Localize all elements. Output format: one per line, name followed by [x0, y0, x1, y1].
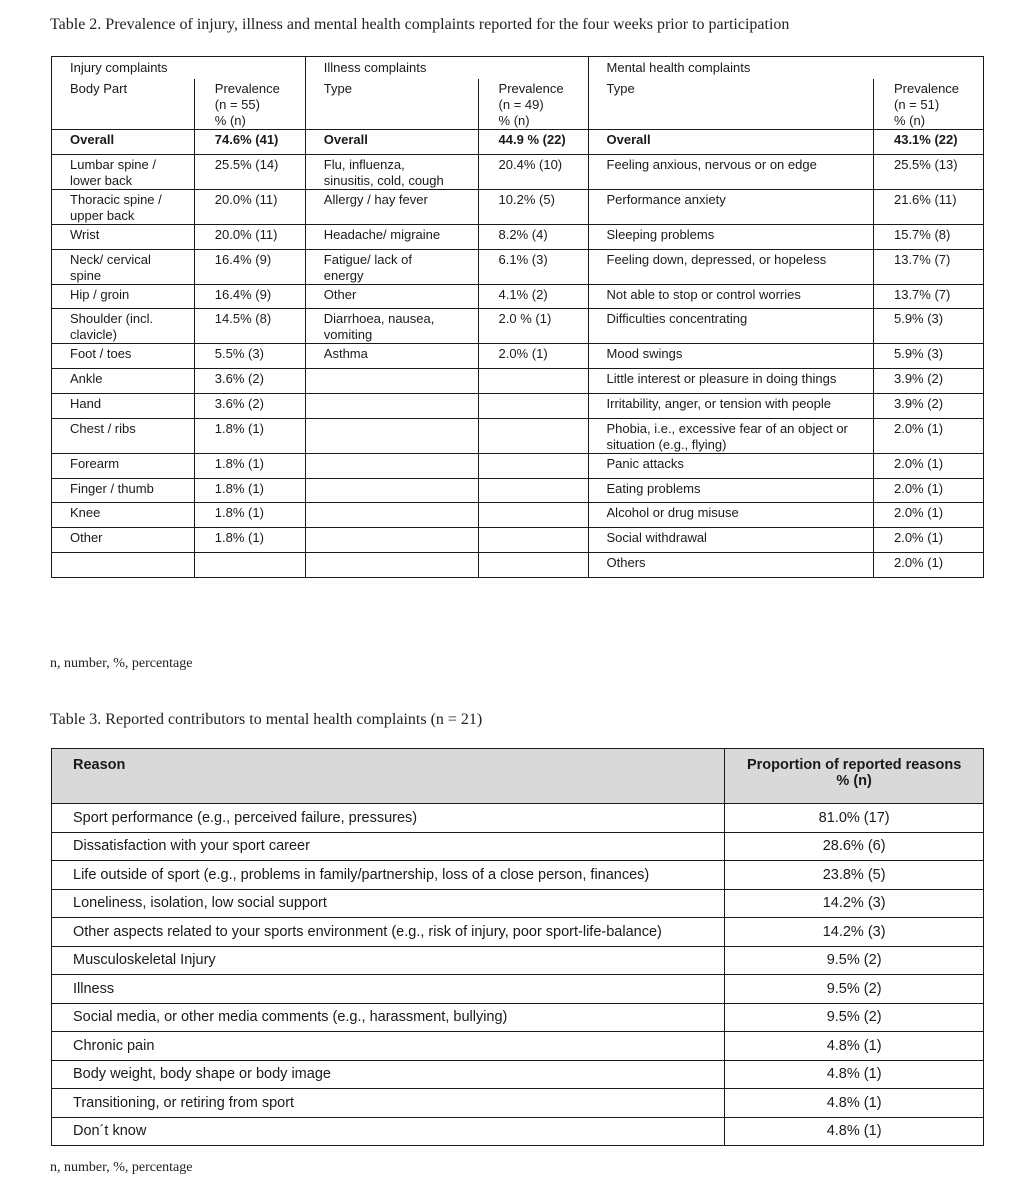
cell-injury-prevalence: 3.6% (2): [194, 369, 305, 394]
cell-illness-type: [305, 344, 478, 369]
cell-mental-prevalence: 2.0% (1): [873, 503, 983, 528]
table-row: [52, 189, 984, 224]
cell-illness-type: [305, 552, 478, 577]
cell-mental-type: [588, 453, 873, 478]
table-row: [52, 503, 984, 528]
cell-mental-prevalence: 2.0% (1): [873, 418, 983, 453]
cell-injury-prevalence: [194, 552, 305, 577]
cell-illness-type: [305, 309, 478, 344]
cell-injury-body-part: [52, 503, 195, 528]
cell-injury-body-part: [52, 130, 195, 155]
cell-line: situation (e.g., flying): [606, 436, 727, 452]
cell-illness-type: [305, 249, 478, 284]
header-body-part: Body Part: [52, 79, 195, 130]
table2-note: n, number, %, percentage: [50, 656, 193, 671]
header-reason: Reason: [52, 749, 725, 804]
cell-line: Wrist: [70, 226, 100, 242]
cell-mental-prevalence: 5.9% (3): [873, 344, 983, 369]
table-row: [52, 478, 984, 503]
cell-mental-prevalence: 13.7% (7): [873, 284, 983, 309]
cell-injury-prevalence: 16.4% (9): [194, 249, 305, 284]
cell-mental-type: [588, 154, 873, 189]
cell-illness-type: [305, 189, 478, 224]
cell-mental-prevalence: 43.1% (22): [873, 130, 983, 155]
cell-injury-body-part: [52, 284, 195, 309]
table-row: [52, 453, 984, 478]
cell-line: Flu, influenza,: [323, 156, 405, 172]
cell-proportion: 4.8% (1): [725, 1117, 984, 1146]
table-row: [52, 130, 984, 155]
cell-mental-type: [588, 552, 873, 577]
cell-proportion: 4.8% (1): [725, 1032, 984, 1061]
cell-injury-prevalence: 20.0% (11): [194, 224, 305, 249]
cell-mental-prevalence: 25.5% (13): [873, 154, 983, 189]
cell-illness-prevalence: [478, 453, 588, 478]
table-row: [52, 552, 984, 577]
cell-proportion: 81.0% (17): [725, 804, 984, 833]
cell-reason: Life outside of sport (e.g., problems in family/partnership, loss of a close person, finances): [52, 861, 725, 890]
cell-mental-type: [588, 528, 873, 553]
table3-caption: Table 3. Reported contributors to mental health complaints (n = 21): [50, 711, 483, 728]
table-row: [52, 309, 984, 344]
cell-line: Mood swings: [606, 346, 683, 362]
cell-line: lower back: [70, 172, 133, 188]
cell-reason: Other aspects related to your sports environment (e.g., risk of injury, poor sport-life-balance): [52, 918, 725, 947]
cell-line: Overall: [70, 132, 115, 147]
cell-line: Foot / toes: [70, 346, 132, 362]
cell-proportion: 4.8% (1): [725, 1060, 984, 1089]
header-mental-prevalence: [873, 79, 983, 130]
header-line: % (n): [214, 113, 246, 128]
header-line: Prevalence: [214, 81, 280, 96]
cell-proportion: 9.5% (2): [725, 975, 984, 1004]
cell-injury-body-part: [52, 393, 195, 418]
cell-proportion: 14.2% (3): [725, 918, 984, 947]
header-line: % (n): [498, 113, 530, 128]
cell-mental-prevalence: 13.7% (7): [873, 249, 983, 284]
cell-mental-type: [588, 189, 873, 224]
cell-illness-prevalence: 44.9 % (22): [478, 130, 588, 155]
table3-contributors: [51, 748, 984, 1146]
cell-line: clavicle): [70, 327, 117, 343]
cell-illness-type: [305, 393, 478, 418]
cell-line: Asthma: [323, 346, 368, 362]
cell-mental-prevalence: 2.0% (1): [873, 552, 983, 577]
cell-injury-body-part: [52, 189, 195, 224]
cell-reason: Transitioning, or retiring from sport: [52, 1089, 725, 1118]
cell-line: Others: [606, 554, 646, 570]
cell-line: Overall: [323, 132, 368, 147]
table-row: [52, 1089, 984, 1118]
table-row: [52, 418, 984, 453]
cell-line: sinusitis, cold, cough: [323, 172, 444, 188]
cell-injury-prevalence: 3.6% (2): [194, 393, 305, 418]
cell-proportion: 4.8% (1): [725, 1089, 984, 1118]
table-row: [52, 804, 984, 833]
cell-line: Ankle: [70, 371, 103, 387]
cell-line: Hand: [70, 395, 102, 411]
table-row: [52, 369, 984, 394]
cell-line: Performance anxiety: [606, 191, 726, 207]
cell-injury-body-part: [52, 344, 195, 369]
cell-illness-prevalence: 6.1% (3): [478, 249, 588, 284]
table3-header-row: [52, 749, 984, 804]
cell-reason: Sport performance (e.g., perceived failure, pressures): [52, 804, 725, 833]
cell-mental-type: [588, 503, 873, 528]
header-line: % (n): [893, 113, 926, 128]
cell-illness-prevalence: [478, 369, 588, 394]
cell-line: Other: [70, 530, 103, 546]
cell-injury-prevalence: 1.8% (1): [194, 528, 305, 553]
cell-illness-type: [305, 528, 478, 553]
table-row: [52, 918, 984, 947]
table-row: [52, 344, 984, 369]
table-row: [52, 832, 984, 861]
cell-reason: Illness: [52, 975, 725, 1004]
cell-injury-body-part: [52, 528, 195, 553]
cell-injury-prevalence: 16.4% (9): [194, 284, 305, 309]
cell-mental-prevalence: 21.6% (11): [873, 189, 983, 224]
cell-mental-type: [588, 309, 873, 344]
cell-proportion: 23.8% (5): [725, 861, 984, 890]
table-row: [52, 284, 984, 309]
cell-illness-prevalence: 2.0% (1): [478, 344, 588, 369]
cell-illness-type: [305, 478, 478, 503]
cell-mental-prevalence: 5.9% (3): [873, 309, 983, 344]
cell-illness-type: [305, 503, 478, 528]
header-line: Proportion of reported reasons: [746, 757, 962, 773]
header-proportion: [725, 749, 984, 804]
cell-illness-type: [305, 224, 478, 249]
table-row: [52, 1003, 984, 1032]
cell-injury-body-part: [52, 453, 195, 478]
cell-illness-type: [305, 369, 478, 394]
cell-injury-prevalence: 74.6% (41): [194, 130, 305, 155]
cell-mental-type: [588, 224, 873, 249]
cell-line: Knee: [70, 505, 101, 521]
table-row: [52, 975, 984, 1004]
cell-illness-prevalence: [478, 478, 588, 503]
cell-mental-prevalence: 3.9% (2): [873, 369, 983, 394]
cell-illness-type: [305, 154, 478, 189]
cell-injury-body-part: [52, 552, 195, 577]
table-row: [52, 154, 984, 189]
table-row: [52, 946, 984, 975]
cell-line: Finger / thumb: [70, 480, 154, 496]
cell-injury-prevalence: 5.5% (3): [194, 344, 305, 369]
cell-mental-prevalence: 2.0% (1): [873, 453, 983, 478]
header-line: (n = 51): [893, 97, 940, 112]
cell-illness-prevalence: [478, 528, 588, 553]
cell-mental-type: [588, 369, 873, 394]
cell-illness-prevalence: [478, 503, 588, 528]
table2-header-row: [52, 79, 984, 130]
cell-reason: Chronic pain: [52, 1032, 725, 1061]
cell-mental-type: [588, 418, 873, 453]
table-row: [52, 1117, 984, 1146]
cell-reason: Loneliness, isolation, low social support: [52, 889, 725, 918]
cell-mental-type: [588, 478, 873, 503]
group-injury: Injury complaints: [52, 57, 306, 80]
header-injury-prevalence: [194, 79, 305, 130]
cell-line: energy: [323, 267, 364, 283]
cell-line: Social withdrawal: [606, 530, 707, 546]
cell-illness-prevalence: [478, 552, 588, 577]
group-illness: Illness complaints: [305, 57, 588, 80]
cell-line: Feeling anxious, nervous or on edge: [606, 156, 817, 172]
cell-line: Diarrhoea, nausea,: [323, 311, 435, 327]
header-mental-type: Type: [588, 79, 873, 130]
cell-line: Lumbar spine /: [70, 156, 156, 172]
cell-illness-type: [305, 284, 478, 309]
cell-mental-prevalence: 15.7% (8): [873, 224, 983, 249]
cell-line: Fatigue/ lack of: [323, 251, 412, 267]
header-line: (n = 55): [214, 97, 260, 112]
cell-line: Sleeping problems: [606, 226, 715, 242]
table-row: [52, 224, 984, 249]
cell-line: Other: [323, 286, 357, 302]
header-illness-type: Type: [305, 79, 478, 130]
cell-line: Eating problems: [606, 480, 701, 496]
table-row: [52, 1060, 984, 1089]
cell-line: Overall: [606, 132, 651, 147]
cell-mental-prevalence: 3.9% (2): [873, 393, 983, 418]
cell-injury-body-part: [52, 418, 195, 453]
cell-reason: Body weight, body shape or body image: [52, 1060, 725, 1089]
cell-illness-type: [305, 130, 478, 155]
cell-illness-prevalence: 20.4% (10): [478, 154, 588, 189]
cell-injury-body-part: [52, 369, 195, 394]
cell-reason: Musculoskeletal Injury: [52, 946, 725, 975]
cell-line: Alcohol or drug misuse: [606, 505, 739, 521]
cell-proportion: 14.2% (3): [725, 889, 984, 918]
cell-line: Shoulder (incl.: [70, 311, 154, 327]
table-row: [52, 393, 984, 418]
cell-line: Irritability, anger, or tension with people: [606, 395, 832, 411]
header-line: Prevalence: [498, 81, 564, 96]
cell-line: Chest / ribs: [70, 420, 136, 436]
cell-line: Phobia, i.e., excessive fear of an object or: [606, 420, 848, 436]
cell-illness-prevalence: 2.0 % (1): [478, 309, 588, 344]
cell-line: Thoracic spine /: [70, 191, 162, 207]
table3-note: n, number, %, percentage: [50, 1160, 193, 1175]
table2-prevalence: [51, 56, 984, 578]
cell-reason: Social media, or other media comments (e.g., harassment, bullying): [52, 1003, 725, 1032]
cell-line: vomiting: [323, 327, 373, 343]
cell-injury-prevalence: 1.8% (1): [194, 453, 305, 478]
cell-line: Headache/ migraine: [323, 226, 441, 242]
group-mental: Mental health complaints: [588, 57, 983, 80]
cell-injury-prevalence: 20.0% (11): [194, 189, 305, 224]
cell-line: Allergy / hay fever: [323, 191, 428, 207]
cell-proportion: 28.6% (6): [725, 832, 984, 861]
cell-mental-type: [588, 249, 873, 284]
header-illness-prevalence: [478, 79, 588, 130]
cell-illness-type: [305, 453, 478, 478]
cell-line: Difficulties concentrating: [606, 311, 748, 327]
cell-line: Panic attacks: [606, 455, 684, 471]
cell-mental-type: [588, 284, 873, 309]
cell-injury-prevalence: 1.8% (1): [194, 503, 305, 528]
cell-mental-prevalence: 2.0% (1): [873, 478, 983, 503]
cell-injury-prevalence: 14.5% (8): [194, 309, 305, 344]
cell-line: Hip / groin: [70, 286, 130, 302]
cell-line: upper back: [70, 207, 135, 223]
cell-mental-type: [588, 130, 873, 155]
cell-illness-prevalence: 8.2% (4): [478, 224, 588, 249]
header-line: Prevalence: [893, 81, 960, 96]
cell-injury-prevalence: 25.5% (14): [194, 154, 305, 189]
table-row: [52, 1032, 984, 1061]
cell-line: spine: [70, 267, 102, 283]
cell-line: Little interest or pleasure in doing things: [606, 371, 837, 387]
cell-illness-type: [305, 418, 478, 453]
cell-proportion: 9.5% (2): [725, 946, 984, 975]
header-line: % (n): [836, 773, 872, 789]
cell-injury-body-part: [52, 224, 195, 249]
table-row: [52, 528, 984, 553]
cell-mental-prevalence: 2.0% (1): [873, 528, 983, 553]
cell-mental-type: [588, 344, 873, 369]
table2-caption: Table 2. Prevalence of injury, illness and mental health complaints reported for the four weeks prior to participation: [50, 16, 790, 33]
cell-illness-prevalence: [478, 393, 588, 418]
cell-reason: Dissatisfaction with your sport career: [52, 832, 725, 861]
cell-injury-body-part: [52, 309, 195, 344]
cell-injury-prevalence: 1.8% (1): [194, 418, 305, 453]
cell-injury-prevalence: 1.8% (1): [194, 478, 305, 503]
cell-line: Forearm: [70, 455, 120, 471]
cell-line: Not able to stop or control worries: [606, 286, 801, 302]
header-line: (n = 49): [498, 97, 544, 112]
cell-proportion: 9.5% (2): [725, 1003, 984, 1032]
table-row: [52, 889, 984, 918]
cell-mental-type: [588, 393, 873, 418]
cell-injury-body-part: [52, 249, 195, 284]
cell-line: Neck/ cervical: [70, 251, 151, 267]
cell-injury-body-part: [52, 154, 195, 189]
cell-line: Feeling down, depressed, or hopeless: [606, 251, 827, 267]
table-row: [52, 249, 984, 284]
table2-group-row: [52, 57, 984, 80]
cell-injury-body-part: [52, 478, 195, 503]
cell-illness-prevalence: 10.2% (5): [478, 189, 588, 224]
cell-illness-prevalence: 4.1% (2): [478, 284, 588, 309]
cell-illness-prevalence: [478, 418, 588, 453]
cell-reason: Don´t know: [52, 1117, 725, 1146]
table-row: [52, 861, 984, 890]
